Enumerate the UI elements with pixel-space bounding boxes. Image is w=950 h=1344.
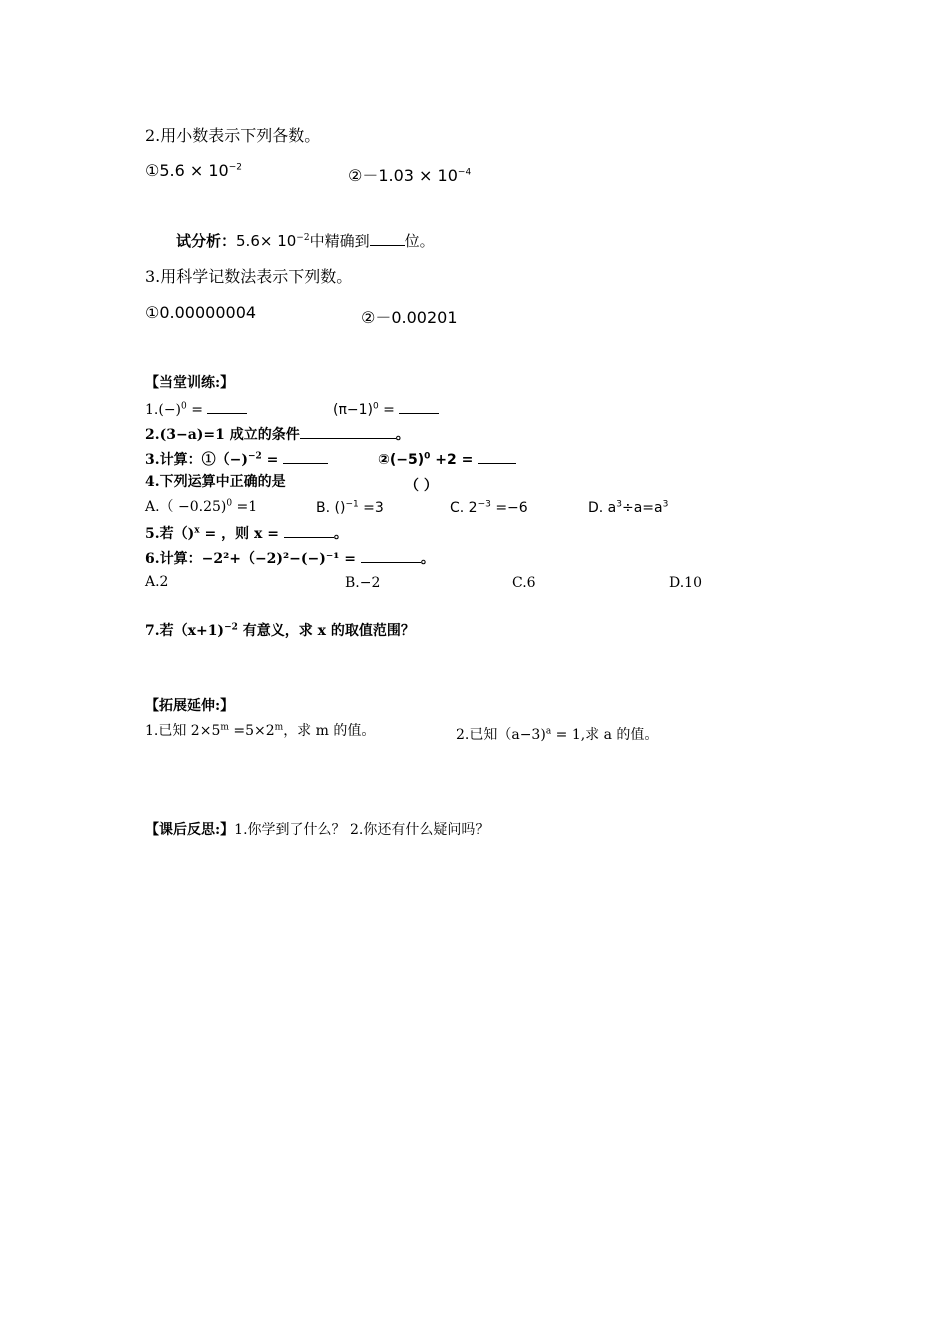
- q6-option-a[interactable]: A.2: [145, 574, 169, 590]
- q6-option-c[interactable]: C.6: [512, 575, 536, 591]
- q2-title: 2.用小数表示下列各数。: [145, 126, 321, 145]
- q3a-blank[interactable]: [283, 451, 328, 464]
- q2-analysis: 试分析：$5.6\times 10^{-2}$中精确到 位。: [176, 232, 435, 250]
- q2-item1: ①5.6 × $10^{-2}$: [145, 161, 243, 180]
- reflection-line: 【课后反思:】1.你学到了什么？ 2.你还有什么疑问吗？: [145, 822, 490, 838]
- q6-option-b[interactable]: B.−2: [345, 575, 381, 591]
- practice-q4: 4.下列运算中正确的是: [145, 474, 286, 490]
- q3b-blank[interactable]: [478, 451, 516, 464]
- q3-item2: ②－0.00201: [361, 308, 458, 327]
- practice-q1: $1.(-)^0$ =: [145, 401, 247, 417]
- practice-q7: 7.若（x+1)$^{-2}$ 有意义，求 x 的取值范围？: [145, 622, 415, 639]
- q2-blank[interactable]: [300, 426, 396, 439]
- q4-option-b[interactable]: B. ()$^{-1}$ =3: [316, 499, 384, 516]
- q4-option-d[interactable]: D. $a^3\div a=a^3$: [588, 499, 669, 516]
- q3-item1: ①0.00000004: [145, 303, 257, 322]
- analysis-blank[interactable]: [370, 233, 405, 246]
- extension-q2: 2.已知（a−3)$^a$ = 1,求 a 的值。: [456, 726, 659, 743]
- q6-blank[interactable]: [361, 550, 421, 563]
- extension-q1: 1.已知 $2\times 5^m =5\times 2^m$，求 m 的值。: [145, 722, 376, 739]
- q5-blank[interactable]: [284, 525, 334, 538]
- q4-option-c[interactable]: C. $2^{-3} =-6$: [450, 499, 528, 516]
- practice-q3: 3.计算：①（−)$^{-2}$ =: [145, 451, 328, 467]
- q1b-blank[interactable]: [399, 401, 439, 414]
- practice-q2: 2.(3−a)=1 成立的条件 。: [145, 427, 410, 443]
- extension-header: 【拓展延伸:】: [145, 698, 235, 714]
- q6-option-d[interactable]: D.10: [669, 575, 702, 591]
- practice-q5: 5.若（)$^x$ = ，则 x = 。: [145, 525, 348, 542]
- q1a-blank[interactable]: [207, 401, 247, 414]
- q3-title: 3.用科学记数法表示下列数。: [145, 267, 353, 286]
- q4-option-a[interactable]: A.（ −0.25)$^0$ =1: [145, 498, 258, 515]
- practice-q6: 6.计算：−2²+（−2)²−(−)⁻¹ = 。: [145, 551, 435, 567]
- practice-q4-answer[interactable]: （ ）: [405, 478, 438, 494]
- practice-q1b: $(\pi-1)^0$ =: [333, 401, 439, 418]
- practice-header: 【当堂训练:】: [145, 375, 235, 391]
- practice-q3b: $②(-5)^0 +2$ =: [378, 451, 516, 468]
- q2-item2: ②－1.03 × $10^{-4}$: [348, 166, 472, 185]
